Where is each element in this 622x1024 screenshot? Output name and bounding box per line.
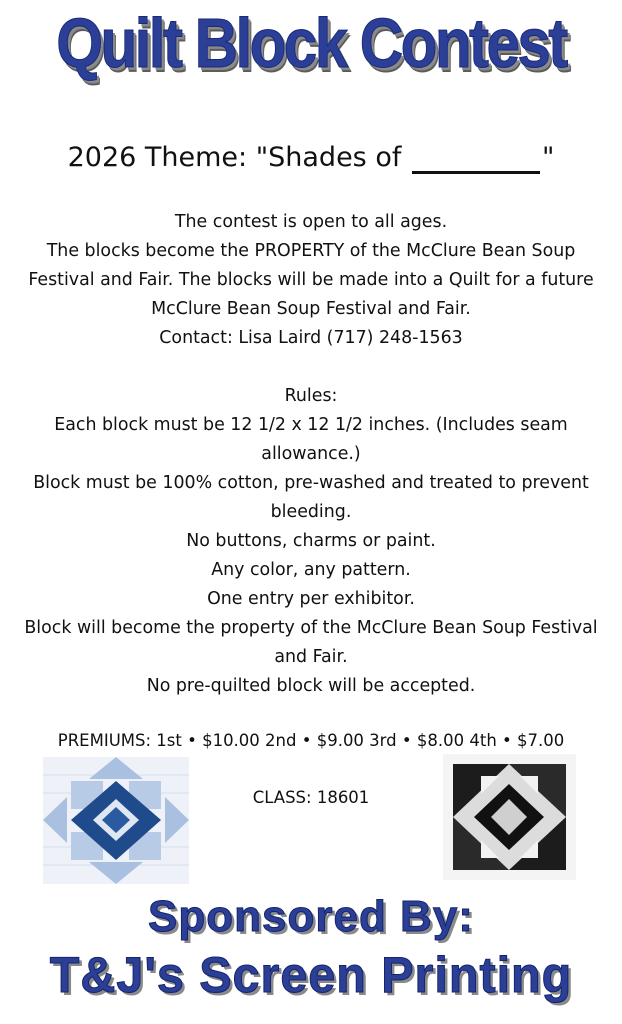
- blue-quilt-block-image: [43, 757, 189, 884]
- rule-size: Each block must be 12 1/2 x 12 1/2 inches. (Includes seam allowance.): [54, 415, 568, 464]
- intro-contact: Contact: Lisa Laird (717) 248-1563: [159, 328, 463, 348]
- sponsor-name: T&J's Screen Printing: [49, 947, 573, 1003]
- theme-prefix: 2026 Theme: "Shades of: [67, 142, 402, 173]
- contest-details: [14, 208, 608, 701]
- rule-one-entry: One entry per exhibitor.: [207, 589, 415, 609]
- intro-property: The blocks become the PROPERTY of the McClure Bean Soup Festival and Fair. The blocks will be made into a Quilt for a future McClure Bean Soup Festival and Fair.: [28, 241, 594, 319]
- theme-suffix: ": [541, 142, 555, 173]
- rule-no-prequilted: No pre-quilted block will be accepted.: [146, 676, 476, 696]
- rule-any-color: Any color, any pattern.: [211, 560, 411, 580]
- theme-line: [0, 142, 622, 174]
- premiums-line: PREMIUMS: 1st • $10.00 2nd • $9.00 3rd • $8.00 4th • $7.00: [57, 731, 565, 750]
- rule-cotton: Block must be 100% cotton, pre-washed and treated to prevent bleeding.: [33, 473, 589, 522]
- class-label: CLASS: 18601: [252, 788, 370, 807]
- theme-blank: [412, 143, 540, 174]
- page-title: Quilt Block Contest: [56, 4, 566, 82]
- sponsored-by-heading: Sponsored By:: [148, 892, 474, 941]
- rules-heading: Rules:: [284, 386, 338, 406]
- intro-ages: The contest is open to all ages.: [174, 212, 448, 232]
- rule-no-buttons: No buttons, charms or paint.: [186, 531, 436, 551]
- rule-property: Block will become the property of the McClure Bean Soup Festival and Fair.: [24, 618, 598, 667]
- black-white-quilt-block-image: [443, 754, 576, 880]
